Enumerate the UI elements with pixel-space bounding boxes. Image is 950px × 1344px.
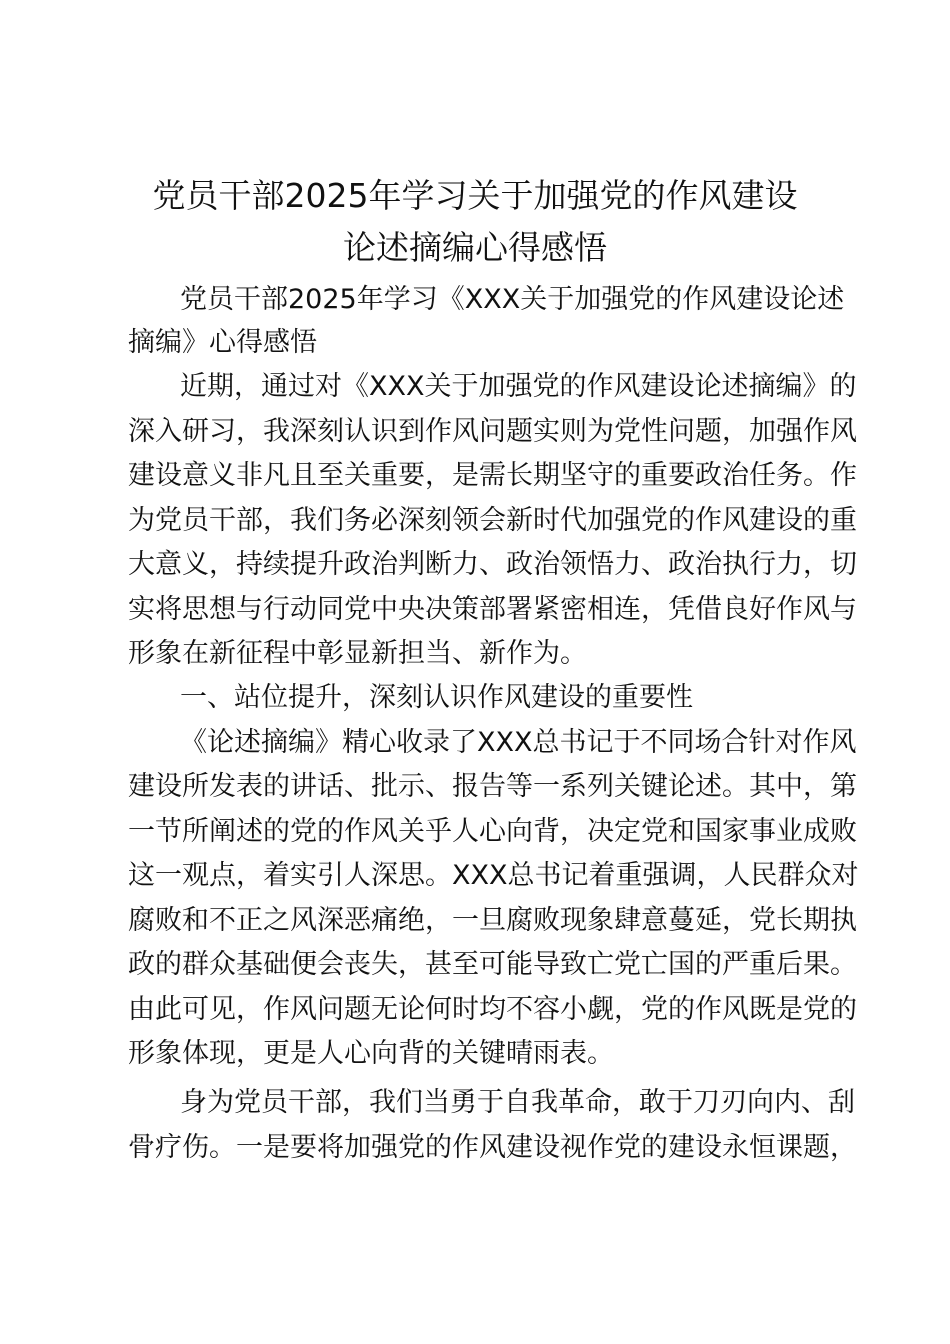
paragraph-line: 形象体现，更是人心向背的关键晴雨表。 xyxy=(128,1038,614,1069)
paragraph-line: 建设意义非凡且至关重要，是需长期坚守的重要政治任务。作 xyxy=(128,460,857,491)
paragraph-line: 一节所阐述的党的作风关乎人心向背，决定党和国家事业成败 xyxy=(128,816,857,847)
document-title-line-2: 论述摘编心得感悟 xyxy=(343,228,607,267)
document-title-line-1: 党员干部2025年学习关于加强党的作风建设 xyxy=(152,176,798,215)
paragraph-line: 近期，通过对《XXX关于加强党的作风建设论述摘编》的 xyxy=(180,371,857,402)
paragraph-line: 《论述摘编》精心收录了XXX总书记于不同场合针对作风 xyxy=(180,727,857,758)
paragraph-line: 骨疗伤。一是要将加强党的作风建设视作党的建设永恒课题， xyxy=(128,1132,857,1163)
paragraph-line: 腐败和不正之风深恶痛绝，一旦腐败现象肆意蔓延，党长期执 xyxy=(128,905,857,936)
subtitle-line-2: 摘编》心得感悟 xyxy=(128,327,317,358)
paragraph-line: 为党员干部，我们务必深刻领会新时代加强党的作风建设的重 xyxy=(128,505,857,536)
paragraph-line: 这一观点，着实引人深思。XXX总书记着重强调，人民群众对 xyxy=(128,860,859,891)
paragraph-line: 身为党员干部，我们当勇于自我革命，敢于刀刃向内、刮 xyxy=(180,1087,855,1118)
paragraph-line: 政的群众基础便会丧失，甚至可能导致亡党亡国的严重后果。 xyxy=(128,949,857,980)
paragraph-line: 实将思想与行动同党中央决策部署紧密相连，凭借良好作风与 xyxy=(128,594,857,625)
paragraph-line: 由此可见，作风问题无论何时均不容小觑，党的作风既是党的 xyxy=(128,994,857,1025)
paragraph-line: 形象在新征程中彰显新担当、新作为。 xyxy=(128,638,587,669)
subtitle-line-1: 党员干部2025年学习《XXX关于加强党的作风建设论述 xyxy=(180,284,845,315)
section-heading: 一、站位提升，深刻认识作风建设的重要性 xyxy=(180,682,693,713)
paragraph-line: 建设所发表的讲话、批示、报告等一系列关键论述。其中，第 xyxy=(128,771,857,802)
paragraph-line: 深入研习，我深刻认识到作风问题实则为党性问题，加强作风 xyxy=(128,416,857,447)
paragraph-line: 大意义，持续提升政治判断力、政治领悟力、政治执行力，切 xyxy=(128,549,857,580)
